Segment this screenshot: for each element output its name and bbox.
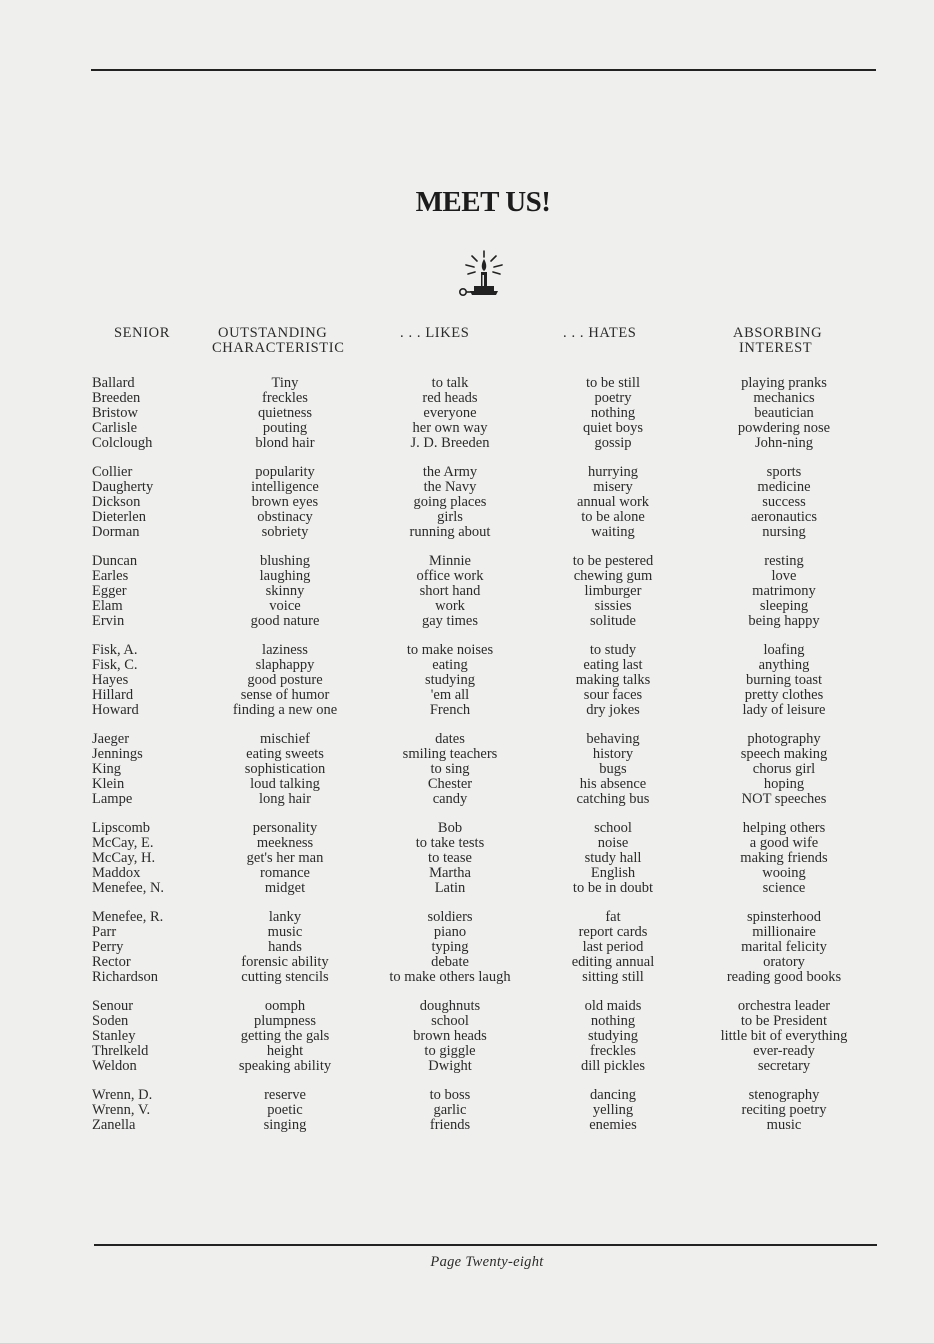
likes-cell: gay times <box>422 613 478 629</box>
row-group <box>543 376 683 451</box>
characteristic-cell: height <box>266 1043 304 1059</box>
interest-cell: to be President <box>740 1013 828 1029</box>
senior-cell: Fisk, A. <box>92 642 138 658</box>
likes-cell: to talk <box>431 375 469 391</box>
likes-header <box>375 326 525 376</box>
row-group <box>210 910 360 985</box>
senior-cell: Lipscomb <box>92 820 150 836</box>
characteristic-cell: getting the gals <box>240 1028 330 1044</box>
interest-cell: marital felicity <box>741 939 827 955</box>
hates-cell: hurrying <box>588 464 638 480</box>
senior-cell: Colclough <box>92 435 153 451</box>
interest-cell: sleeping <box>759 598 809 614</box>
row-group <box>375 732 525 807</box>
row-group <box>92 643 202 718</box>
row-group <box>703 643 865 718</box>
characteristic-cell: personality <box>252 820 318 836</box>
characteristic-cell: poetic <box>267 1102 303 1118</box>
row-group <box>543 910 683 985</box>
likes-cell: work <box>435 598 465 614</box>
hates-cell: enemies <box>589 1117 637 1133</box>
likes-cell: Minnie <box>429 553 471 569</box>
hates-cell: sissies <box>594 598 632 614</box>
likes-cell: red heads <box>422 390 478 406</box>
hates-cell: poetry <box>594 390 632 406</box>
senior-cell: Menefee, N. <box>92 880 165 896</box>
interest-cell: aeronautics <box>750 509 818 525</box>
hates-cell: to be in doubt <box>572 880 654 896</box>
characteristic-cell: romance <box>260 865 310 881</box>
row-group <box>375 910 525 985</box>
interest-cell: resting <box>764 553 804 569</box>
row-group <box>210 1088 360 1133</box>
senior-cell: Ballard <box>92 375 135 391</box>
likes-cell: friends <box>429 1117 471 1133</box>
interest-cell: playing pranks <box>741 375 827 391</box>
interest-cell: helping others <box>742 820 826 836</box>
interest-cell: sports <box>766 464 802 480</box>
interest-cell: success <box>762 494 806 510</box>
likes-cell: debate <box>431 954 469 970</box>
page-title: MEET US! <box>415 186 551 218</box>
characteristic-cell: mischief <box>260 731 310 747</box>
characteristic-cell: plumpness <box>253 1013 317 1029</box>
row-group <box>375 376 525 451</box>
row-group <box>92 554 202 629</box>
characteristic-header-line2: CHARACTERISTIC <box>212 340 345 356</box>
interest-cell: science <box>762 880 806 896</box>
senior-cell: Jennings <box>92 746 143 762</box>
row-group <box>703 999 865 1074</box>
interest-cell: burning toast <box>745 672 823 688</box>
row-group <box>703 1088 865 1133</box>
row-group <box>92 465 202 540</box>
interest-column <box>703 326 865 1147</box>
characteristic-cell: intelligence <box>251 479 319 495</box>
hates-cell: fat <box>605 909 621 925</box>
senior-cell: Howard <box>92 702 139 718</box>
row-group <box>92 910 202 985</box>
hates-cell: freckles <box>590 1043 636 1059</box>
hates-cell: to be alone <box>581 509 645 525</box>
row-group <box>210 554 360 629</box>
characteristic-cell: sobriety <box>261 524 309 540</box>
characteristic-cell: music <box>267 924 303 940</box>
characteristic-cell: eating sweets <box>246 746 324 762</box>
interest-header <box>703 326 865 376</box>
senior-cell: Wrenn, D. <box>92 1087 153 1103</box>
characteristic-cell: lanky <box>268 909 302 925</box>
interest-cell: little bit of everything <box>720 1028 848 1044</box>
senior-cell: Egger <box>92 583 127 599</box>
likes-cell: to sing <box>430 761 470 777</box>
row-group <box>543 465 683 540</box>
likes-cell: Dwight <box>428 1058 472 1074</box>
likes-cell: Martha <box>429 865 471 881</box>
characteristic-cell: reserve <box>264 1087 306 1103</box>
interest-cell: wooing <box>762 865 806 881</box>
interest-header-line1: ABSORBING <box>733 325 823 341</box>
likes-cell: Latin <box>434 880 466 896</box>
senior-cell: Hillard <box>92 687 134 703</box>
hates-cell: waiting <box>591 524 635 540</box>
characteristic-cell: oomph <box>264 998 306 1014</box>
interest-cell: stenography <box>748 1087 820 1103</box>
interest-cell: speech making <box>740 746 828 762</box>
likes-cell: to boss <box>429 1087 471 1103</box>
hates-cell: dry jokes <box>586 702 640 718</box>
likes-cell: smiling teachers <box>402 746 498 762</box>
row-group <box>92 376 202 451</box>
likes-cell: doughnuts <box>419 998 481 1014</box>
hates-cell: quiet boys <box>582 420 643 436</box>
hates-cell: bugs <box>599 761 627 777</box>
senior-cell: Maddox <box>92 865 141 881</box>
bottom-rule <box>94 1244 877 1246</box>
hates-cell: English <box>590 865 636 881</box>
senior-cell: Daugherty <box>92 479 154 495</box>
characteristic-cell: laziness <box>262 642 308 658</box>
row-group <box>703 465 865 540</box>
row-group <box>375 999 525 1074</box>
row-group <box>543 554 683 629</box>
interest-cell: reading good books <box>726 969 842 985</box>
interest-cell: medicine <box>757 479 811 495</box>
likes-cell: French <box>429 702 471 718</box>
characteristic-cell: loud talking <box>250 776 320 792</box>
interest-cell: a good wife <box>749 835 819 851</box>
row-group <box>375 821 525 896</box>
hates-cell: history <box>592 746 634 762</box>
interest-cell: mechanics <box>753 390 815 406</box>
row-group <box>543 643 683 718</box>
senior-cell: Perry <box>92 939 124 955</box>
hates-cell: sour faces <box>583 687 643 703</box>
interest-cell: pretty clothes <box>744 687 824 703</box>
senior-cell: Rector <box>92 954 131 970</box>
likes-cell: short hand <box>419 583 481 599</box>
senior-cell: Elam <box>92 598 123 614</box>
row-group <box>703 821 865 896</box>
interest-cell: making friends <box>740 850 828 866</box>
hates-cell: behaving <box>586 731 640 747</box>
likes-cell: everyone <box>423 405 477 421</box>
row-group <box>543 999 683 1074</box>
characteristic-cell: good posture <box>247 672 323 688</box>
row-group <box>703 910 865 985</box>
likes-cell: Bob <box>437 820 463 836</box>
characteristic-cell: voice <box>269 598 301 614</box>
row-group <box>543 1088 683 1133</box>
senior-cell: Breeden <box>92 390 141 406</box>
likes-cell: her own way <box>412 420 488 436</box>
senior-cell: Threlkeld <box>92 1043 149 1059</box>
senior-cell: Menefee, R. <box>92 909 164 925</box>
hates-cell: school <box>594 820 632 836</box>
likes-cell: J. D. Breeden <box>410 435 490 451</box>
row-group <box>375 554 525 629</box>
characteristic-cell: get's her man <box>246 850 324 866</box>
likes-cell: to make noises <box>406 642 494 658</box>
characteristic-cell: speaking ability <box>238 1058 332 1074</box>
hates-cell: sitting still <box>582 969 644 985</box>
likes-cell: brown heads <box>413 1028 487 1044</box>
row-group <box>703 554 865 629</box>
interest-cell: love <box>771 568 797 584</box>
senior-cell: King <box>92 761 121 777</box>
characteristic-cell: sophistication <box>244 761 326 777</box>
hates-cell: solitude <box>590 613 636 629</box>
characteristic-column <box>210 326 360 1147</box>
page-footer: Page Twenty-eight <box>430 1254 544 1270</box>
senior-cell: Soden <box>92 1013 129 1029</box>
likes-cell: office work <box>416 568 484 584</box>
senior-cell: Dieterlen <box>92 509 146 525</box>
interest-cell: matrimony <box>752 583 816 599</box>
hates-cell: dill pickles <box>580 1058 646 1074</box>
hates-cell: eating last <box>583 657 643 673</box>
characteristic-cell: blond hair <box>255 435 315 451</box>
senior-cell: Dickson <box>92 494 141 510</box>
hates-cell: limburger <box>584 583 642 599</box>
characteristic-cell: brown eyes <box>251 494 319 510</box>
senior-cell: Senour <box>92 998 134 1014</box>
row-group <box>210 465 360 540</box>
interest-cell: NOT speeches <box>741 791 827 807</box>
row-group <box>210 821 360 896</box>
hates-cell: to be still <box>586 375 640 391</box>
interest-cell: loafing <box>763 642 805 658</box>
hates-header <box>543 326 683 376</box>
likes-cell: Chester <box>427 776 473 792</box>
characteristic-header-line1: OUTSTANDING <box>218 325 328 341</box>
row-group <box>375 465 525 540</box>
hates-cell: old maids <box>584 998 642 1014</box>
interest-cell: spinsterhood <box>746 909 822 925</box>
likes-cell: soldiers <box>427 909 473 925</box>
hates-cell: studying <box>588 1028 638 1044</box>
likes-cell: to tease <box>428 850 472 866</box>
row-group <box>543 821 683 896</box>
hates-header-label: . . . HATES <box>563 325 637 341</box>
characteristic-cell: blushing <box>260 553 310 569</box>
interest-cell: reciting poetry <box>741 1102 827 1118</box>
senior-cell: Stanley <box>92 1028 136 1044</box>
senior-column <box>92 326 202 1147</box>
interest-cell: being happy <box>748 613 820 629</box>
senior-cell: Wrenn, V. <box>92 1102 151 1118</box>
characteristic-cell: meekness <box>256 835 314 851</box>
senior-cell: Lampe <box>92 791 133 807</box>
senior-cell: Earles <box>92 568 129 584</box>
likes-cell: school <box>431 1013 469 1029</box>
senior-cell: Hayes <box>92 672 129 688</box>
row-group <box>375 643 525 718</box>
hates-cell: editing annual <box>571 954 655 970</box>
likes-cell: going places <box>413 494 487 510</box>
senior-cell: Jaeger <box>92 731 130 747</box>
hates-cell: yelling <box>592 1102 634 1118</box>
interest-cell: oratory <box>763 954 805 970</box>
likes-cell: to take tests <box>415 835 485 851</box>
interest-cell: secretary <box>757 1058 811 1074</box>
row-group <box>375 1088 525 1133</box>
senior-cell: Zanella <box>92 1117 136 1133</box>
hates-cell: study hall <box>584 850 642 866</box>
hates-cell: nothing <box>590 1013 636 1029</box>
likes-cell: candy <box>432 791 468 807</box>
likes-cell: to make others laugh <box>389 969 511 985</box>
hates-cell: to be pestered <box>572 553 654 569</box>
characteristic-cell: obstinacy <box>257 509 313 525</box>
senior-cell: Carlisle <box>92 420 138 436</box>
senior-cell: Parr <box>92 924 117 940</box>
senior-cell: Fisk, C. <box>92 657 138 673</box>
characteristic-cell: sense of humor <box>240 687 330 703</box>
characteristic-cell: good nature <box>250 613 320 629</box>
hates-cell: his absence <box>579 776 647 792</box>
hates-cell: to study <box>589 642 637 658</box>
characteristic-cell: finding a new one <box>232 702 338 718</box>
likes-cell: to giggle <box>424 1043 476 1059</box>
hates-cell: chewing gum <box>573 568 653 584</box>
senior-cell: Weldon <box>92 1058 137 1074</box>
interest-cell: chorus girl <box>752 761 816 777</box>
interest-cell: hoping <box>763 776 805 792</box>
hates-cell: nothing <box>590 405 636 421</box>
senior-cell: Richardson <box>92 969 159 985</box>
likes-column <box>375 326 525 1147</box>
likes-cell: piano <box>433 924 467 940</box>
senior-cell: Bristow <box>92 405 138 421</box>
likes-cell: girls <box>437 509 463 525</box>
characteristic-cell: hands <box>268 939 302 955</box>
senior-cell: Dorman <box>92 524 140 540</box>
characteristic-cell: pouting <box>262 420 308 436</box>
likes-header-label: . . . LIKES <box>400 325 470 341</box>
senior-cell: McCay, E. <box>92 835 154 851</box>
characteristic-header <box>210 326 360 376</box>
row-group <box>543 732 683 807</box>
interest-header-line2: INTEREST <box>739 340 813 356</box>
row-group <box>210 732 360 807</box>
interest-cell: millionaire <box>752 924 816 940</box>
interest-cell: anything <box>758 657 810 673</box>
hates-cell: last period <box>582 939 644 955</box>
likes-cell: eating <box>432 657 468 673</box>
characteristic-cell: skinny <box>265 583 305 599</box>
characteristic-cell: midget <box>264 880 306 896</box>
senior-header <box>92 326 202 376</box>
characteristic-cell: freckles <box>262 390 308 406</box>
senior-cell: Duncan <box>92 553 138 569</box>
hates-cell: misery <box>593 479 633 495</box>
likes-cell: dates <box>435 731 465 747</box>
hates-cell: annual work <box>576 494 650 510</box>
row-group <box>92 732 202 807</box>
top-rule <box>91 69 876 71</box>
interest-cell: ever-ready <box>753 1043 815 1059</box>
characteristic-cell: singing <box>263 1117 307 1133</box>
interest-cell: lady of leisure <box>742 702 826 718</box>
row-group <box>210 376 360 451</box>
characteristic-cell: popularity <box>255 464 315 480</box>
hates-cell: report cards <box>578 924 648 940</box>
hates-cell: gossip <box>594 435 632 451</box>
interest-cell: John-ning <box>755 435 813 451</box>
senior-cell: Collier <box>92 464 133 480</box>
row-group <box>92 1088 202 1133</box>
row-group <box>210 999 360 1074</box>
likes-cell: garlic <box>433 1102 467 1118</box>
interest-cell: nursing <box>762 524 806 540</box>
interest-cell: beautician <box>754 405 814 421</box>
row-group <box>703 376 865 451</box>
interest-cell: music <box>766 1117 802 1133</box>
senior-cell: McCay, H. <box>92 850 156 866</box>
characteristic-cell: slaphappy <box>255 657 315 673</box>
interest-cell: powdering nose <box>737 420 831 436</box>
characteristic-cell: long hair <box>259 791 311 807</box>
row-group <box>210 643 360 718</box>
candle-icon <box>454 248 514 304</box>
row-group <box>703 732 865 807</box>
hates-cell: noise <box>597 835 629 851</box>
characteristic-cell: Tiny <box>271 375 299 391</box>
likes-cell: typing <box>431 939 469 955</box>
likes-cell: running about <box>409 524 491 540</box>
senior-cell: Ervin <box>92 613 125 629</box>
characteristic-cell: quietness <box>258 405 312 421</box>
characteristic-cell: forensic ability <box>241 954 329 970</box>
hates-column <box>543 326 683 1147</box>
hates-cell: catching bus <box>576 791 650 807</box>
senior-header-label: SENIOR <box>114 325 170 341</box>
senior-cell: Klein <box>92 776 125 792</box>
row-group <box>92 821 202 896</box>
likes-cell: 'em all <box>430 687 470 703</box>
hates-cell: dancing <box>590 1087 636 1103</box>
characteristic-cell: cutting stencils <box>241 969 329 985</box>
likes-cell: studying <box>425 672 475 688</box>
likes-cell: the Navy <box>423 479 477 495</box>
characteristic-cell: laughing <box>259 568 311 584</box>
interest-cell: photography <box>747 731 821 747</box>
hates-cell: making talks <box>575 672 651 688</box>
interest-cell: orchestra leader <box>737 998 831 1014</box>
row-group <box>92 999 202 1074</box>
likes-cell: the Army <box>422 464 478 480</box>
